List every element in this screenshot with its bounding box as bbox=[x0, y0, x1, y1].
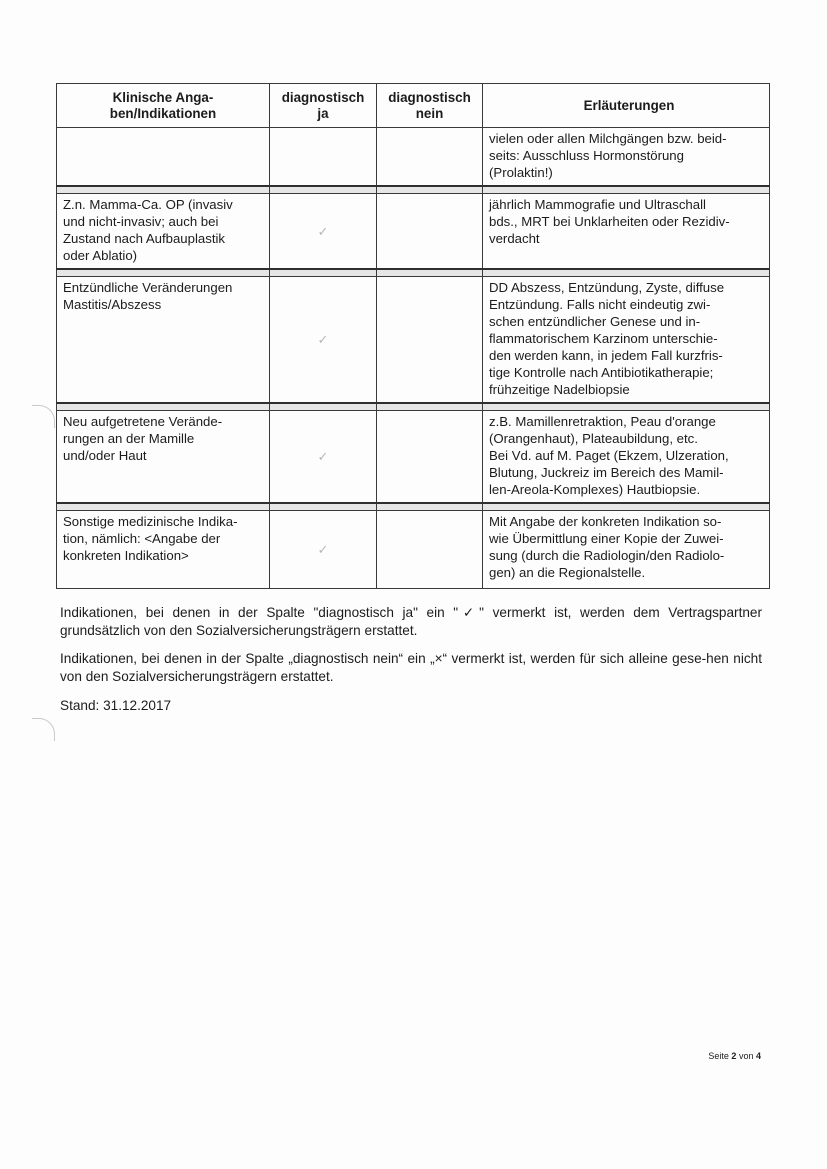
table-row bbox=[57, 194, 770, 270]
punch-mark bbox=[32, 718, 55, 741]
diagnostic-yes-cell bbox=[270, 411, 377, 504]
row-separator bbox=[57, 186, 770, 194]
note-line: DD Abszess, Entzündung, Zyste, diffuse bbox=[489, 280, 725, 295]
note-line: vielen oder allen Milchgängen bzw. beid- bbox=[489, 131, 727, 146]
notes-cell bbox=[483, 194, 770, 270]
separator-cell bbox=[483, 403, 770, 411]
table-header-row bbox=[57, 84, 770, 128]
row-separator bbox=[57, 269, 770, 277]
indication-line: rungen an der Mamille bbox=[63, 431, 195, 446]
separator-cell bbox=[270, 269, 377, 277]
footer-total: 4 bbox=[755, 1051, 761, 1061]
indications-table bbox=[56, 83, 770, 589]
indication-cell bbox=[57, 277, 270, 404]
notes-cell bbox=[483, 411, 770, 504]
note-line: Blutung, Juckreiz im Bereich des Mamil- bbox=[489, 465, 724, 480]
notes-cell bbox=[483, 128, 770, 187]
header-diagnostic-yes bbox=[270, 84, 377, 128]
indication-line: oder Ablatio) bbox=[63, 248, 138, 263]
checkmark-icon: ✓ bbox=[317, 223, 329, 239]
paragraph-ja: Indikationen, bei denen in der Spalte "diagnostisch ja" ein "✓" vermerkt ist, werden dem Vertragspartner grundsätzlich von den Sozialversicherungsträgern erstattet. bbox=[60, 605, 762, 638]
note-line: flammatorischem Karzinom unterschie- bbox=[489, 331, 718, 346]
footer-page: 2 bbox=[731, 1051, 737, 1061]
note-line: bds., MRT bei Unklarheiten oder Rezidiv- bbox=[489, 214, 730, 229]
indication-line: Mastitis/Abszess bbox=[63, 297, 162, 312]
note-line: Mit Angabe der konkreten Indikation so- bbox=[489, 514, 722, 529]
separator-cell bbox=[483, 269, 770, 277]
diagnostic-no-cell bbox=[377, 511, 483, 589]
header-indication-line2: ben/Indikationen bbox=[109, 105, 217, 121]
diagnostic-yes-cell bbox=[270, 128, 377, 187]
checkmark-icon: ✓ bbox=[317, 542, 329, 557]
diagnostic-no-cell bbox=[377, 411, 483, 504]
note-line: schen entzündlicher Genese und in- bbox=[489, 314, 701, 329]
indication-cell bbox=[57, 194, 270, 270]
header-indication bbox=[57, 84, 270, 128]
header-yes-line2: ja bbox=[317, 105, 329, 121]
notes-cell bbox=[483, 277, 770, 404]
note-line: (Prolaktin!) bbox=[489, 165, 553, 180]
note-line: Bei Vd. auf M. Paget (Ekzem, Ulzeration, bbox=[489, 448, 729, 463]
indication-cell bbox=[57, 128, 270, 187]
separator-cell bbox=[270, 403, 377, 411]
diagnostic-no-cell bbox=[377, 277, 483, 404]
table-row bbox=[57, 411, 770, 504]
page-footer bbox=[708, 1051, 761, 1061]
table-row bbox=[57, 277, 770, 404]
header-indication-line1: Klinische Anga- bbox=[112, 89, 214, 105]
separator-cell bbox=[270, 503, 377, 511]
separator-cell bbox=[377, 403, 483, 411]
indication-line: tion, nämlich: <Angabe der bbox=[63, 531, 221, 546]
separator-cell bbox=[483, 503, 770, 511]
indication-line: und nicht-invasiv; auch bei bbox=[63, 214, 219, 229]
note-line: jährlich Mammografie und Ultraschall bbox=[489, 197, 706, 212]
header-notes: Erläuterungen bbox=[483, 84, 770, 128]
header-no-line1: diagnostisch bbox=[388, 89, 471, 105]
note-line: len-Areola-Komplexes) Hautbiopsie. bbox=[489, 482, 701, 497]
separator-cell bbox=[57, 503, 270, 511]
footer-mid: von bbox=[738, 1051, 754, 1061]
note-line: tige Kontrolle nach Antibiotikatherapie; bbox=[489, 365, 714, 380]
diagnostic-no-cell bbox=[377, 194, 483, 270]
indication-line: konkreten Indikation> bbox=[63, 548, 189, 563]
separator-cell bbox=[377, 503, 483, 511]
indication-cell bbox=[57, 411, 270, 504]
header-diagnostic-no bbox=[377, 84, 483, 128]
separator-cell bbox=[377, 269, 483, 277]
row-separator bbox=[57, 403, 770, 411]
note-line: frühzeitige Nadelbiopsie bbox=[489, 382, 630, 397]
indication-line: Z.n. Mamma-Ca. OP (invasiv bbox=[63, 197, 233, 212]
note-line: den werden kann, in jedem Fall kurzfris- bbox=[489, 348, 723, 363]
indication-cell bbox=[57, 511, 270, 589]
separator-cell bbox=[57, 186, 270, 194]
footer-prefix: Seite bbox=[708, 1051, 729, 1061]
indication-line: Neu aufgetretene Verände- bbox=[63, 414, 223, 429]
note-line: verdacht bbox=[489, 231, 540, 246]
header-yes-line1: diagnostisch bbox=[281, 89, 365, 105]
diagnostic-yes-cell bbox=[270, 511, 377, 589]
table-row bbox=[57, 128, 770, 187]
note-line: wie Übermittlung einer Kopie der Zuwei- bbox=[489, 531, 724, 546]
checkmark-icon: ✓ bbox=[317, 332, 329, 347]
note-line: Entzündung. Falls nicht eindeutig zwi- bbox=[489, 297, 711, 312]
separator-cell bbox=[377, 186, 483, 194]
indication-line: Zustand nach Aufbauplastik bbox=[63, 231, 226, 246]
punch-mark bbox=[32, 405, 55, 428]
separator-cell bbox=[270, 186, 377, 194]
header-no-line2: nein bbox=[415, 105, 444, 121]
table-row bbox=[57, 511, 770, 589]
indication-line: Sonstige medizinische Indika- bbox=[63, 514, 238, 529]
paragraph-nein: Indikationen, bei denen in der Spalte „diagnostisch nein“ ein „×“ vermerkt ist, werden für sich alleine gese-hen nicht von den Sozialversicherungsträgern erstattet. bbox=[60, 651, 762, 684]
separator-cell bbox=[57, 403, 270, 411]
indication-line: Entzündliche Veränderungen bbox=[63, 280, 233, 295]
diagnostic-yes-cell bbox=[270, 277, 377, 404]
note-line: z.B. Mamillenretraktion, Peau d'orange bbox=[489, 414, 716, 429]
separator-cell bbox=[57, 269, 270, 277]
stand-date: Stand: 31.12.2017 bbox=[60, 698, 172, 713]
diagnostic-no-cell bbox=[377, 128, 483, 187]
indication-line: und/oder Haut bbox=[63, 448, 147, 463]
note-line: (Orangenhaut), Plateaubildung, etc. bbox=[489, 431, 698, 446]
notes-cell bbox=[483, 511, 770, 589]
diagnostic-yes-cell bbox=[270, 194, 377, 270]
checkmark-icon: ✓ bbox=[317, 449, 329, 464]
note-line: sung (durch die Radiologin/den Radiolo- bbox=[489, 548, 725, 563]
separator-cell bbox=[483, 186, 770, 194]
row-separator bbox=[57, 503, 770, 511]
note-line: seits: Ausschluss Hormonstörung bbox=[489, 148, 684, 163]
note-line: gen) an die Regionalstelle. bbox=[489, 565, 646, 580]
